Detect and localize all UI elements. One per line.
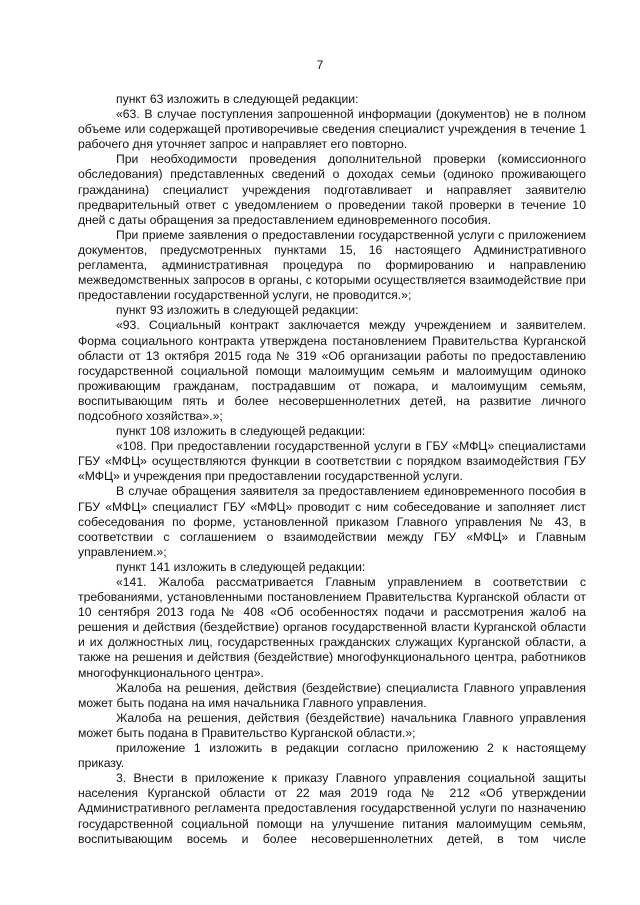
page-number: 7 [316, 58, 324, 72]
paragraph: В случае обращения заявителя за предоставлением единовременного пособия в ГБУ «МФЦ» специалист ГБУ «МФЦ» проводит с ним собеседование и заполняет лист собеседования по форме, установленной приказом Главного управления № 43, в соответствии с соглашением о взаимодействии между ГБУ «МФЦ» и Главным управлением.»; [78, 484, 586, 559]
paragraph: «63. В случае поступления запрошенной информации (документов) не в полном объеме или содержащей противоречивые сведения специалист учреждения в течение 1 рабочего дня уточняет запрос и направляет его повторно. [78, 107, 586, 152]
paragraph: 3. Внести в приложение к приказу Главного управления социальной защиты населения Курганской области от 22 мая 2019 года № 212 «Об утверждении Административного регламента предоставления государственной услуги по назначению государственной социальной помощи на улучшение питания малоимущим семьям, воспитывающим восемь и более несовершеннолетних детей, в том числе [78, 771, 586, 846]
paragraph: При приеме заявления о предоставлении государственной услуги с приложением документов, предусмотренных пунктами 15, 16 настоящего Административного регламента, административная процедура по формированию и направлению межведомственных запросов в органы, с которыми осуществляется взаимодействие при предоставлении государственной услуги, не проводится.»; [78, 227, 586, 303]
paragraph: «108. При предоставлении государственной услуги в ГБУ «МФЦ» специалистами ГБУ «МФЦ» осуществляются функции в соответствии с порядком взаимодействия ГБУ «МФЦ» и учреждения при предоставлении государственной услуги. [78, 439, 586, 484]
paragraph: приложение 1 изложить в редакции согласно приложению 2 к настоящему приказу. [78, 741, 586, 771]
paragraph: Жалоба на решения, действия (бездействие) специалиста Главного управления может быть подана на имя начальника Главного управления. [78, 680, 586, 710]
paragraph: При необходимости проведения дополнительной проверки (комиссионного обследования) представленных сведений о доходах семьи (одиноко проживающего гражданина) специалист учреждения подготавливает и направляет заявителю предварительный ответ с уведомлением о проведении такой проверки в течение 10 дней с даты обращения за предоставлением единовременного пособия. [78, 152, 586, 227]
paragraph: пункт 108 изложить в следующей редакции: [116, 424, 366, 439]
paragraph: пункт 63 изложить в следующей редакции: [116, 92, 359, 106]
paragraph: «141. Жалоба рассматривается Главным управлением в соответствии с требованиями, установленными постановлением Правительства Курганской области от 10 сентября 2013 года № 408 «Об особенностях подачи и рассмотрения жалоб на решения и действия (бездействие) органов государственной власти Курганской области и их должностных лиц, государственных гражданских служащих Курганской области, а также на решения и действия (бездействие) многофункционального центра, работников многофункционального центра». [78, 575, 586, 680]
document-body [78, 92, 586, 847]
paragraph: пункт 93 изложить в следующей редакции: [116, 303, 359, 318]
paragraph: Жалоба на решения, действия (бездействие) начальника Главного управления может быть подана в Правительство Курганской области.»; [78, 710, 586, 740]
paragraph: пункт 141 изложить в следующей редакции: [116, 559, 366, 574]
paragraph: «93. Социальный контракт заключается между учреждением и заявителем. Форма социального контракта утверждена постановлением Правительства Курганской области от 13 октября 2015 года № 319 «Об организации работы по предоставлению государственной социальной помощи малоимущим семьям и малоимущим одиноко проживающим гражданам, пострадавшим от пожара, и малоимущим семьям, воспитывающим пять и более несовершеннолетних детей, на развитие личного подсобного хозяйства».»; [78, 318, 586, 423]
